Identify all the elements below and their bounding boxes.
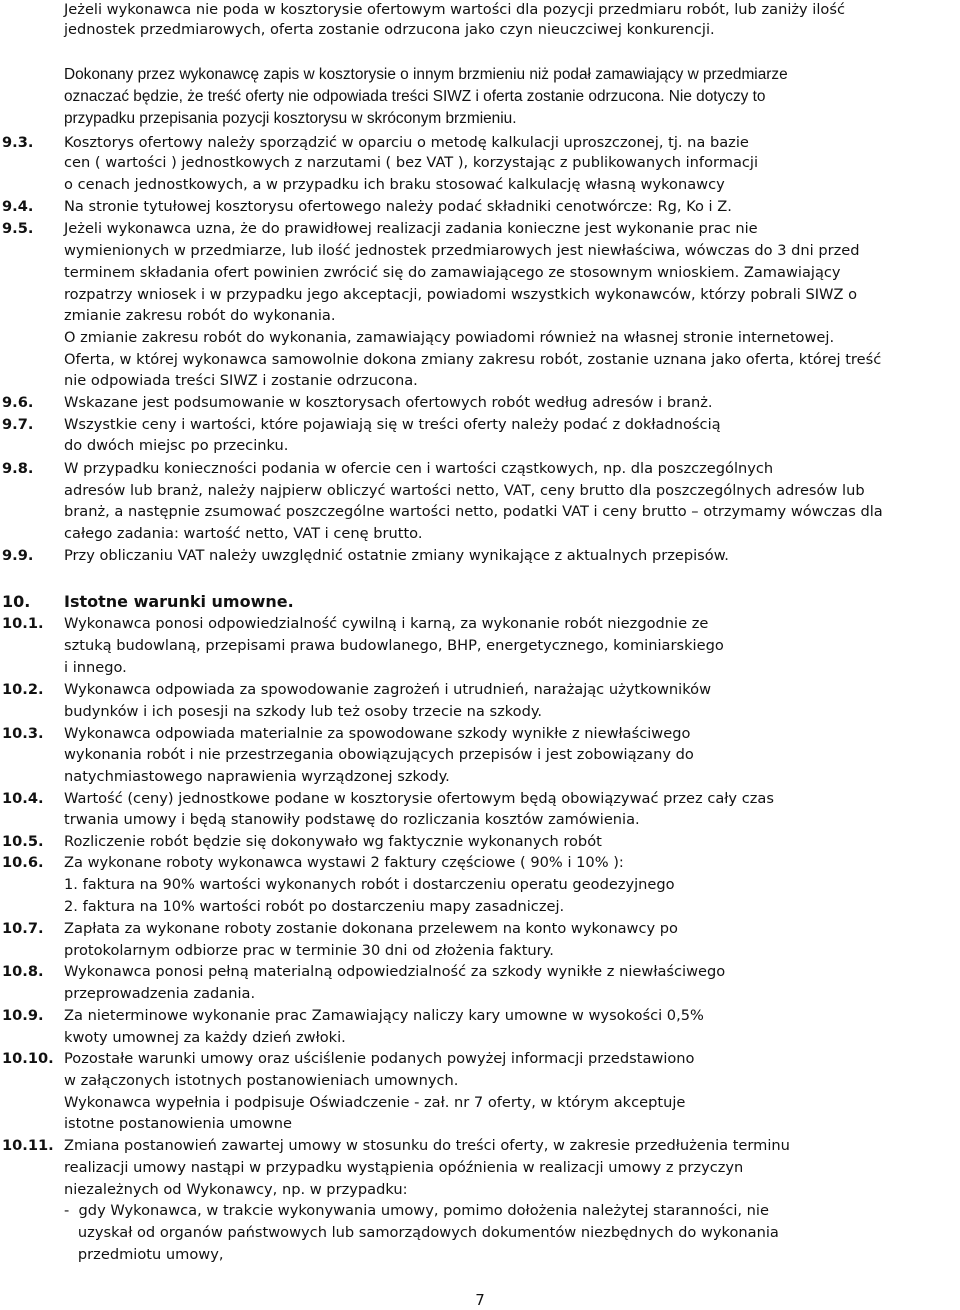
text-line: przeprowadzenia zadania. [64, 985, 256, 1002]
text-line: do dwóch miejsc po przecinku. [64, 437, 289, 454]
section-number: 10.3. [2, 725, 44, 742]
text-line: Wykonawca ponosi pełną materialną odpowiedzialność za szkody wynikłe z niewłaściwego [64, 963, 726, 980]
text-line: Wykonawca ponosi odpowiedzialność cywilną i karną, za wykonanie robót niezgodnie ze [64, 615, 709, 632]
section-number: 9.3. [2, 134, 34, 151]
section-number: 10.2. [2, 681, 44, 698]
text-line: Wskazane jest podsumowanie w kosztorysach ofertowych robót według adresów i branż. [64, 394, 713, 411]
section-number: 9.6. [2, 394, 34, 411]
text-line: i innego. [64, 659, 127, 676]
text-line: Na stronie tytułowej kosztorysu ofertowego należy podać składniki cenotwórcze: Rg, Ko i Z. [64, 198, 732, 215]
text-line: Wartość (ceny) jednostkowe podane w kosztorysie ofertowym będą obowiązywać przez cały czas [64, 790, 774, 807]
text-line: protokolarnym odbiorze prac w terminie 30 dni od złożenia faktury. [64, 942, 554, 959]
text-line: budynków i ich posesji na szkody lub też osoby trzecie na szkody. [64, 703, 543, 720]
section-number: 10.6. [2, 854, 44, 871]
text-line: Rozliczenie robót będzie się dokonywało wg faktycznie wykonanych robót [64, 833, 602, 850]
section-heading: Istotne warunki umowne. [64, 592, 294, 611]
section-number: 10.5. [2, 833, 44, 850]
list-item: 1. faktura na 90% wartości wykonanych robót i dostarczeniu operatu geodezyjnego [64, 876, 675, 893]
text-line: jednostek przedmiarowych, oferta zostanie odrzucona jako czyn nieuczciwej konkurencji. [64, 21, 715, 38]
text-line: Oferta, w której wykonawca samowolnie dokona zmiany zakresu robót, zostanie uznana jako oferta, której treść [64, 351, 882, 368]
text-line: Jeżeli wykonawca uzna, że do prawidłowej realizacji zadania konieczne jest wykonanie prac nie [64, 220, 758, 237]
section-number: 10.11. [2, 1137, 54, 1154]
text-line: cen ( wartości ) jednostkowych z narzutami ( bez VAT ), korzystając z publikowanych informacji [64, 154, 759, 171]
section-number: 10. [2, 592, 31, 611]
text-line: Dokonany przez wykonawcę zapis w kosztorysie o innym brzmieniu niż podał zamawiający w przedmiarze [64, 66, 788, 83]
section-number: 9.9. [2, 547, 34, 564]
text-line: sztuką budowlaną, przepisami prawa budowlanego, BHP, energetycznego, kominiarskiego [64, 637, 724, 654]
text-line: Kosztorys ofertowy należy sporządzić w oparciu o metodę kalkulacji uproszczonej, tj. na bazie [64, 134, 749, 151]
text-line: niezależnych od Wykonawcy, np. w przypadku: [64, 1181, 408, 1198]
section-number: 10.10. [2, 1050, 54, 1067]
text-line: trwania umowy i będą stanowiły podstawę do rozliczania kosztów zamówienia. [64, 811, 640, 828]
section-number: 10.7. [2, 920, 44, 937]
section-number: 10.8. [2, 963, 44, 980]
section-number: 10.4. [2, 790, 44, 807]
text-line: w załączonych istotnych postanowieniach umownych. [64, 1072, 459, 1089]
section-number: 9.7. [2, 416, 34, 433]
text-line: natychmiastowego naprawienia wyrządzonej szkody. [64, 768, 450, 785]
text-line: przypadku przepisania pozycji kosztorysu w skróconym brzmieniu. [64, 110, 517, 127]
section-number: 9.4. [2, 198, 34, 215]
section-number: 9.8. [2, 460, 34, 477]
text-line: Przy obliczaniu VAT należy uwzględnić ostatnie zmiany wynikające z aktualnych przepisów. [64, 547, 729, 564]
text-line: terminem składania ofert powinien zwrócić się do zamawiającego ze stosownym wnioskiem. Zamawiający [64, 264, 841, 281]
text-line: o cenach jednostkowych, a w przypadku ich braku stosować kalkulację własną wykonawcy [64, 176, 725, 193]
text-line: Za nieterminowe wykonanie prac Zamawiający naliczy kary umowne w wysokości 0,5% [64, 1007, 704, 1024]
text-line: adresów lub branż, należy najpierw obliczyć wartości netto, VAT, ceny brutto dla poszczególnych adresów lub [64, 482, 865, 499]
text-line: oznaczać będzie, że treść oferty nie odpowiada treści SIWZ i oferta zostanie odrzucona. Nie dotyczy to [64, 88, 766, 105]
text-line: wymienionych w przedmiarze, lub ilość jednostek przedmiarowych jest niewłaściwa, wówczas do 3 dni przed [64, 242, 860, 259]
text-line: W przypadku konieczności podania w ofercie cen i wartości cząstkowych, np. dla poszczególnych [64, 460, 774, 477]
text-line: Wykonawca odpowiada materialnie za spowodowane szkody wynikłe z niewłaściwego [64, 725, 691, 742]
text-line: całego zadania: wartość netto, VAT i cenę brutto. [64, 525, 423, 542]
page-number: 7 [475, 1291, 485, 1309]
text-line: zmianie zakresu robót do wykonania. [64, 307, 336, 324]
text-line: Wykonawca wypełnia i podpisuje Oświadczenie - zał. nr 7 oferty, w którym akceptuje [64, 1094, 686, 1111]
text-line: Zapłata za wykonane roboty zostanie dokonana przelewem na konto wykonawcy po [64, 920, 678, 937]
list-item: 2. faktura na 10% wartości robót po dostarczeniu mapy zasadniczej. [64, 898, 565, 915]
section-number: 10.9. [2, 1007, 44, 1024]
text-line: rozpatrzy wniosek i w przypadku jego akceptacji, powiadomi wszystkich wykonawców, którzy pobrali SIWZ o [64, 286, 858, 303]
text-line: O zmianie zakresu robót do wykonania, zamawiający powiadomi również na własnej stronie internetowej. [64, 329, 835, 346]
text-line: Wszystkie ceny i wartości, które pojawiają się w treści oferty należy podać z dokładnością [64, 416, 721, 433]
text-line: Zmiana postanowień zawartej umowy w stosunku do treści oferty, w zakresie przedłużenia terminu [64, 1137, 790, 1154]
text-line: Za wykonane roboty wykonawca wystawi 2 faktury częściowe ( 90% i 10% ): [64, 854, 624, 871]
text-line: wykonania robót i nie przestrzegania obowiązujących przepisów i jest zobowiązany do [64, 746, 694, 763]
text-line: branż, a następnie zsumować poszczególne wartości netto, podatki VAT i ceny brutto – otrzymamy wówczas dla [64, 503, 883, 520]
section-number: 10.1. [2, 615, 44, 632]
text-line: kwoty umownej za każdy dzień zwłoki. [64, 1029, 346, 1046]
list-item: - gdy Wykonawca, w trakcie wykonywania umowy, pomimo dołożenia należytej staranności, nie [64, 1202, 769, 1219]
text-line: Pozostałe warunki umowy oraz uściślenie podanych powyżej informacji przedstawiono [64, 1050, 695, 1067]
text-line: istotne postanowienia umowne [64, 1115, 292, 1132]
list-item: uzyskał od organów państwowych lub samorządowych dokumentów niezbędnych do wykonania [64, 1224, 779, 1241]
section-number: 9.5. [2, 220, 34, 237]
text-line: nie odpowiada treści SIWZ i zostanie odrzucona. [64, 372, 418, 389]
text-line: Wykonawca odpowiada za spowodowanie zagrożeń i utrudnień, narażając użytkowników [64, 681, 712, 698]
text-line: Jeżeli wykonawca nie poda w kosztorysie ofertowym wartości dla pozycji przedmiaru robót, lub zaniży ilość [64, 1, 845, 18]
text-line: realizacji umowy nastąpi w przypadku wystąpienia opóźnienia w realizacji umowy z przyczyn [64, 1159, 744, 1176]
list-item: przedmiotu umowy, [64, 1246, 224, 1263]
